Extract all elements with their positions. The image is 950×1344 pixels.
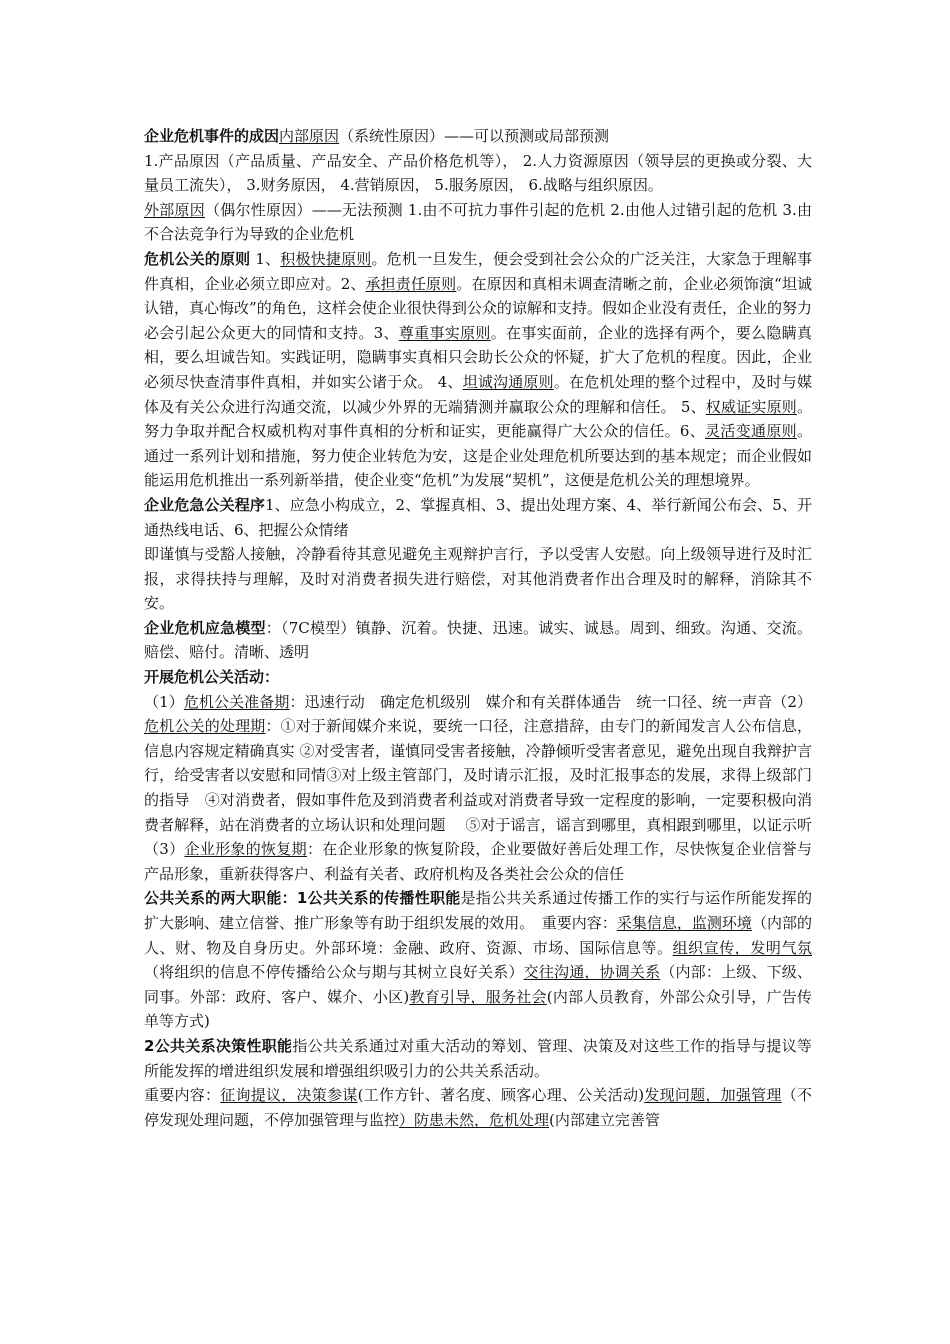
activities-paragraph <box>144 690 812 887</box>
internal-causes-items: 1.产品原因（产品质量、产品安全、产品价格危机等）， 2.人力资源原因（领导层的更换或分裂、大量员工流失）， 3.财务原因， 4.营销原因， 5.服务原因， 6.战略与组织原因。 <box>144 151 812 195</box>
function-2-text-3: (内部建立完善管 <box>549 1110 660 1129</box>
function-1-text-3: （内部：上级、下级、同事。外部：政府、客户、媒介、小区) <box>144 963 812 1006</box>
principle-3-name: 尊重事实原则 <box>398 323 491 342</box>
functions-heading: 公共关系的两大职能： <box>144 889 297 908</box>
activities-heading: 开展危机公关活动： <box>144 668 280 687</box>
principles-heading: 危机公关的原则 <box>144 249 251 268</box>
function-1-text-2: （将组织的信息不停传播给公众与期与其树立良好关系） <box>144 963 524 982</box>
activity-2-name: 危机公关的处理期 <box>144 717 266 736</box>
function-1-key-4: 教育引导，服务社会 <box>409 987 547 1006</box>
procedure-heading: 企业危急公关程序 <box>144 495 265 514</box>
model-colon: ： <box>265 618 281 637</box>
activity-3-name: 企业形象的恢复期 <box>184 840 307 859</box>
functions-paragraph-2 <box>144 1034 812 1083</box>
principle-1-text: 。危机一旦发生，便会受到社会公众的广泛关注，大家急于理解事件真相，企业必须立即应对。2、 <box>144 249 812 293</box>
function-2-intro: 重要内容： <box>144 1086 221 1105</box>
function-1-key-3: 交往沟通，协调关系 <box>523 963 661 982</box>
principle-1-num: 1、 <box>250 249 281 268</box>
function-2-text: 指公共关系通过对重大活动的筹划、管理、决策及对这些工作的指导与提议等所能发挥的增进组织发展和增强组织吸引力的公共关系活动。 <box>144 1036 812 1080</box>
function-1-text-1: （内部的人、财、物及自身历史。外部环境：金融、政府、资源、市场、国际信息等。 <box>144 914 812 957</box>
activity-3-text: ：在企业形象的恢复阶段，企业要做好善后处理工作，尽快恢复企业信誉与产品形象，重新获得客户、利益有关者、政府机构及各类社会公众的信任 <box>144 840 812 883</box>
function-2-key-2: 发现问题，加强管理 <box>644 1086 782 1105</box>
internal-causes-desc: （系统性原因）——可以预测或局部预测 <box>339 127 610 145</box>
model-paragraph <box>144 616 812 665</box>
function-1-text-4: (内部人员教育，外部公众引导，广告传单等方式) <box>144 987 812 1031</box>
principle-4-name: 坦诚沟通原则 <box>462 372 554 391</box>
causes-heading: 企业危机事件的成因 <box>144 127 280 145</box>
activity-1-name: 危机公关准备期 <box>183 692 290 711</box>
function-1-title: 1公共关系的传播性职能 <box>296 889 461 908</box>
procedure-detail: 即谨慎与受豁人接触，冷静看待其意见避免主观辩护言行，予以受害人安慰。向上级领导进行及时汇报，求得扶持与理解，及时对消费者损失进行赔偿，对其他消费者作出合理及时的解释，消除其不安。 <box>144 545 812 613</box>
external-causes-desc: （偶尔性原因）——无法预测 1.由不可抗力事件引起的危机 2.由他人过错引起的危机 3.由不合法竞争行为导致的企业危机 <box>144 200 812 244</box>
principle-3-text: 。在事实面前，企业的选择有两个，要么隐瞒真相，要么坦诚告知。实践证明，隐瞒事实真相只会助长公众的怀疑，扩大了危机的程度。因此，企业必须尽快查清事件真相，并如实公诸于众。 4、 <box>144 323 812 391</box>
activity-1-text: ：迅速行动 确定危机级别 媒介和有关群体通告 统一口径、统一声音（2） <box>289 692 812 711</box>
external-causes-paragraph <box>144 198 812 247</box>
model-heading: 企业危机应急模型 <box>144 618 266 637</box>
causes-paragraph <box>144 124 812 149</box>
function-1-text: 是指公共关系通过传播工作的实行与运作所能发挥的扩大影响、建立信誉、推广形象等有助于组织发展的效用。 重要内容： <box>144 889 812 932</box>
function-1-key-1: 采集信息，监测环境 <box>616 914 752 932</box>
principle-6-name: 灵活变通原则 <box>705 422 797 441</box>
activity-1-num: （1） <box>144 692 184 711</box>
principle-5-name: 权威证实原则 <box>705 397 797 416</box>
principle-5-text: 。努力争取并配合权威机构对事件真相的分析和证实，更能赢得广大公众的信任。6、 <box>144 397 812 441</box>
function-2-title: 2公共关系决策性职能 <box>144 1036 293 1055</box>
function-1-key-2: 组织宣传，发明气氛 <box>672 938 812 957</box>
activity-2-text: ：①对于新闻媒介来说，要统一口径，注意措辞，由专门的新闻发言人公布信息，信息内容规定精确真实 ②对受害者，谨慎同受害者接触，冷静倾听受害者意见，避免出现自我辩护言行，给受害者以安慰和同情③对上级主管部门，及时请示汇报，及时汇报事态的发展，求得上级部门的指导 ④对消费者，假如事件危及到消费者利益或对消费者导致一定程度的影响，一定要积极向消费者解释，站在消费者的立场认识和处理问题 ⑤对于谣言，谣言到哪里，真相跟到哪里，以证示听（3） <box>144 717 812 859</box>
principles-paragraph <box>144 247 812 493</box>
principle-6-text: 。通过一系列计划和措施，努力使企业转危为安，这是企业处理危机所要达到的基本规定；而企业假如能运用危机推出一系列新举措，使企业变“危机”为发展“契机”，这便是危机公关的理想境界。 <box>144 422 812 490</box>
procedure-paragraph <box>144 493 812 542</box>
internal-causes-label: 内部原因 <box>279 127 340 145</box>
external-causes-label: 外部原因 <box>144 200 205 219</box>
functions-paragraph-1 <box>144 886 812 1034</box>
function-2-key-3: ）防患未然，危机处理 <box>399 1110 550 1129</box>
function-2-text-1: (工作方针、著名度、顾客心理、公关活动) <box>357 1086 645 1105</box>
function-2-key-1: 征询提议，决策参谋 <box>220 1086 358 1105</box>
functions-paragraph-3 <box>144 1083 812 1132</box>
procedure-steps: 1、应急小构成立，2、掌握真相、3、提出处理方案、4、举行新闻公布会、5、开通热线电话、6、把握公众情绪 <box>144 495 812 539</box>
document-page <box>144 124 812 1132</box>
principle-2-text: 。在原因和真相未调查清晰之前，企业必须饰演“坦诚认错，真心悔改”的角色，这样会使企业很快得到公众的谅解和支持。假如企业没有责任，企业的努力必会引起公众更大的同情和支持。3、 <box>144 274 812 342</box>
principle-4-text: 。在危机处理的整个过程中，及时与媒体及有关公众进行沟通交流，以减少外界的无端猜测并赢取公众的理解和信任。 5、 <box>144 372 812 416</box>
model-text: （7C模型）镇静、沉着。快捷、迅速。诚实、诚恳。周到、细致。沟通、交流。赔偿、赔付。清晰、透明 <box>144 618 812 662</box>
principle-1-name: 积极快捷原则 <box>280 249 372 268</box>
function-2-text-2: （不停发现处理问题，不停加强管理与监控 <box>144 1086 812 1129</box>
principle-2-name: 承担责任原则 <box>365 274 457 293</box>
